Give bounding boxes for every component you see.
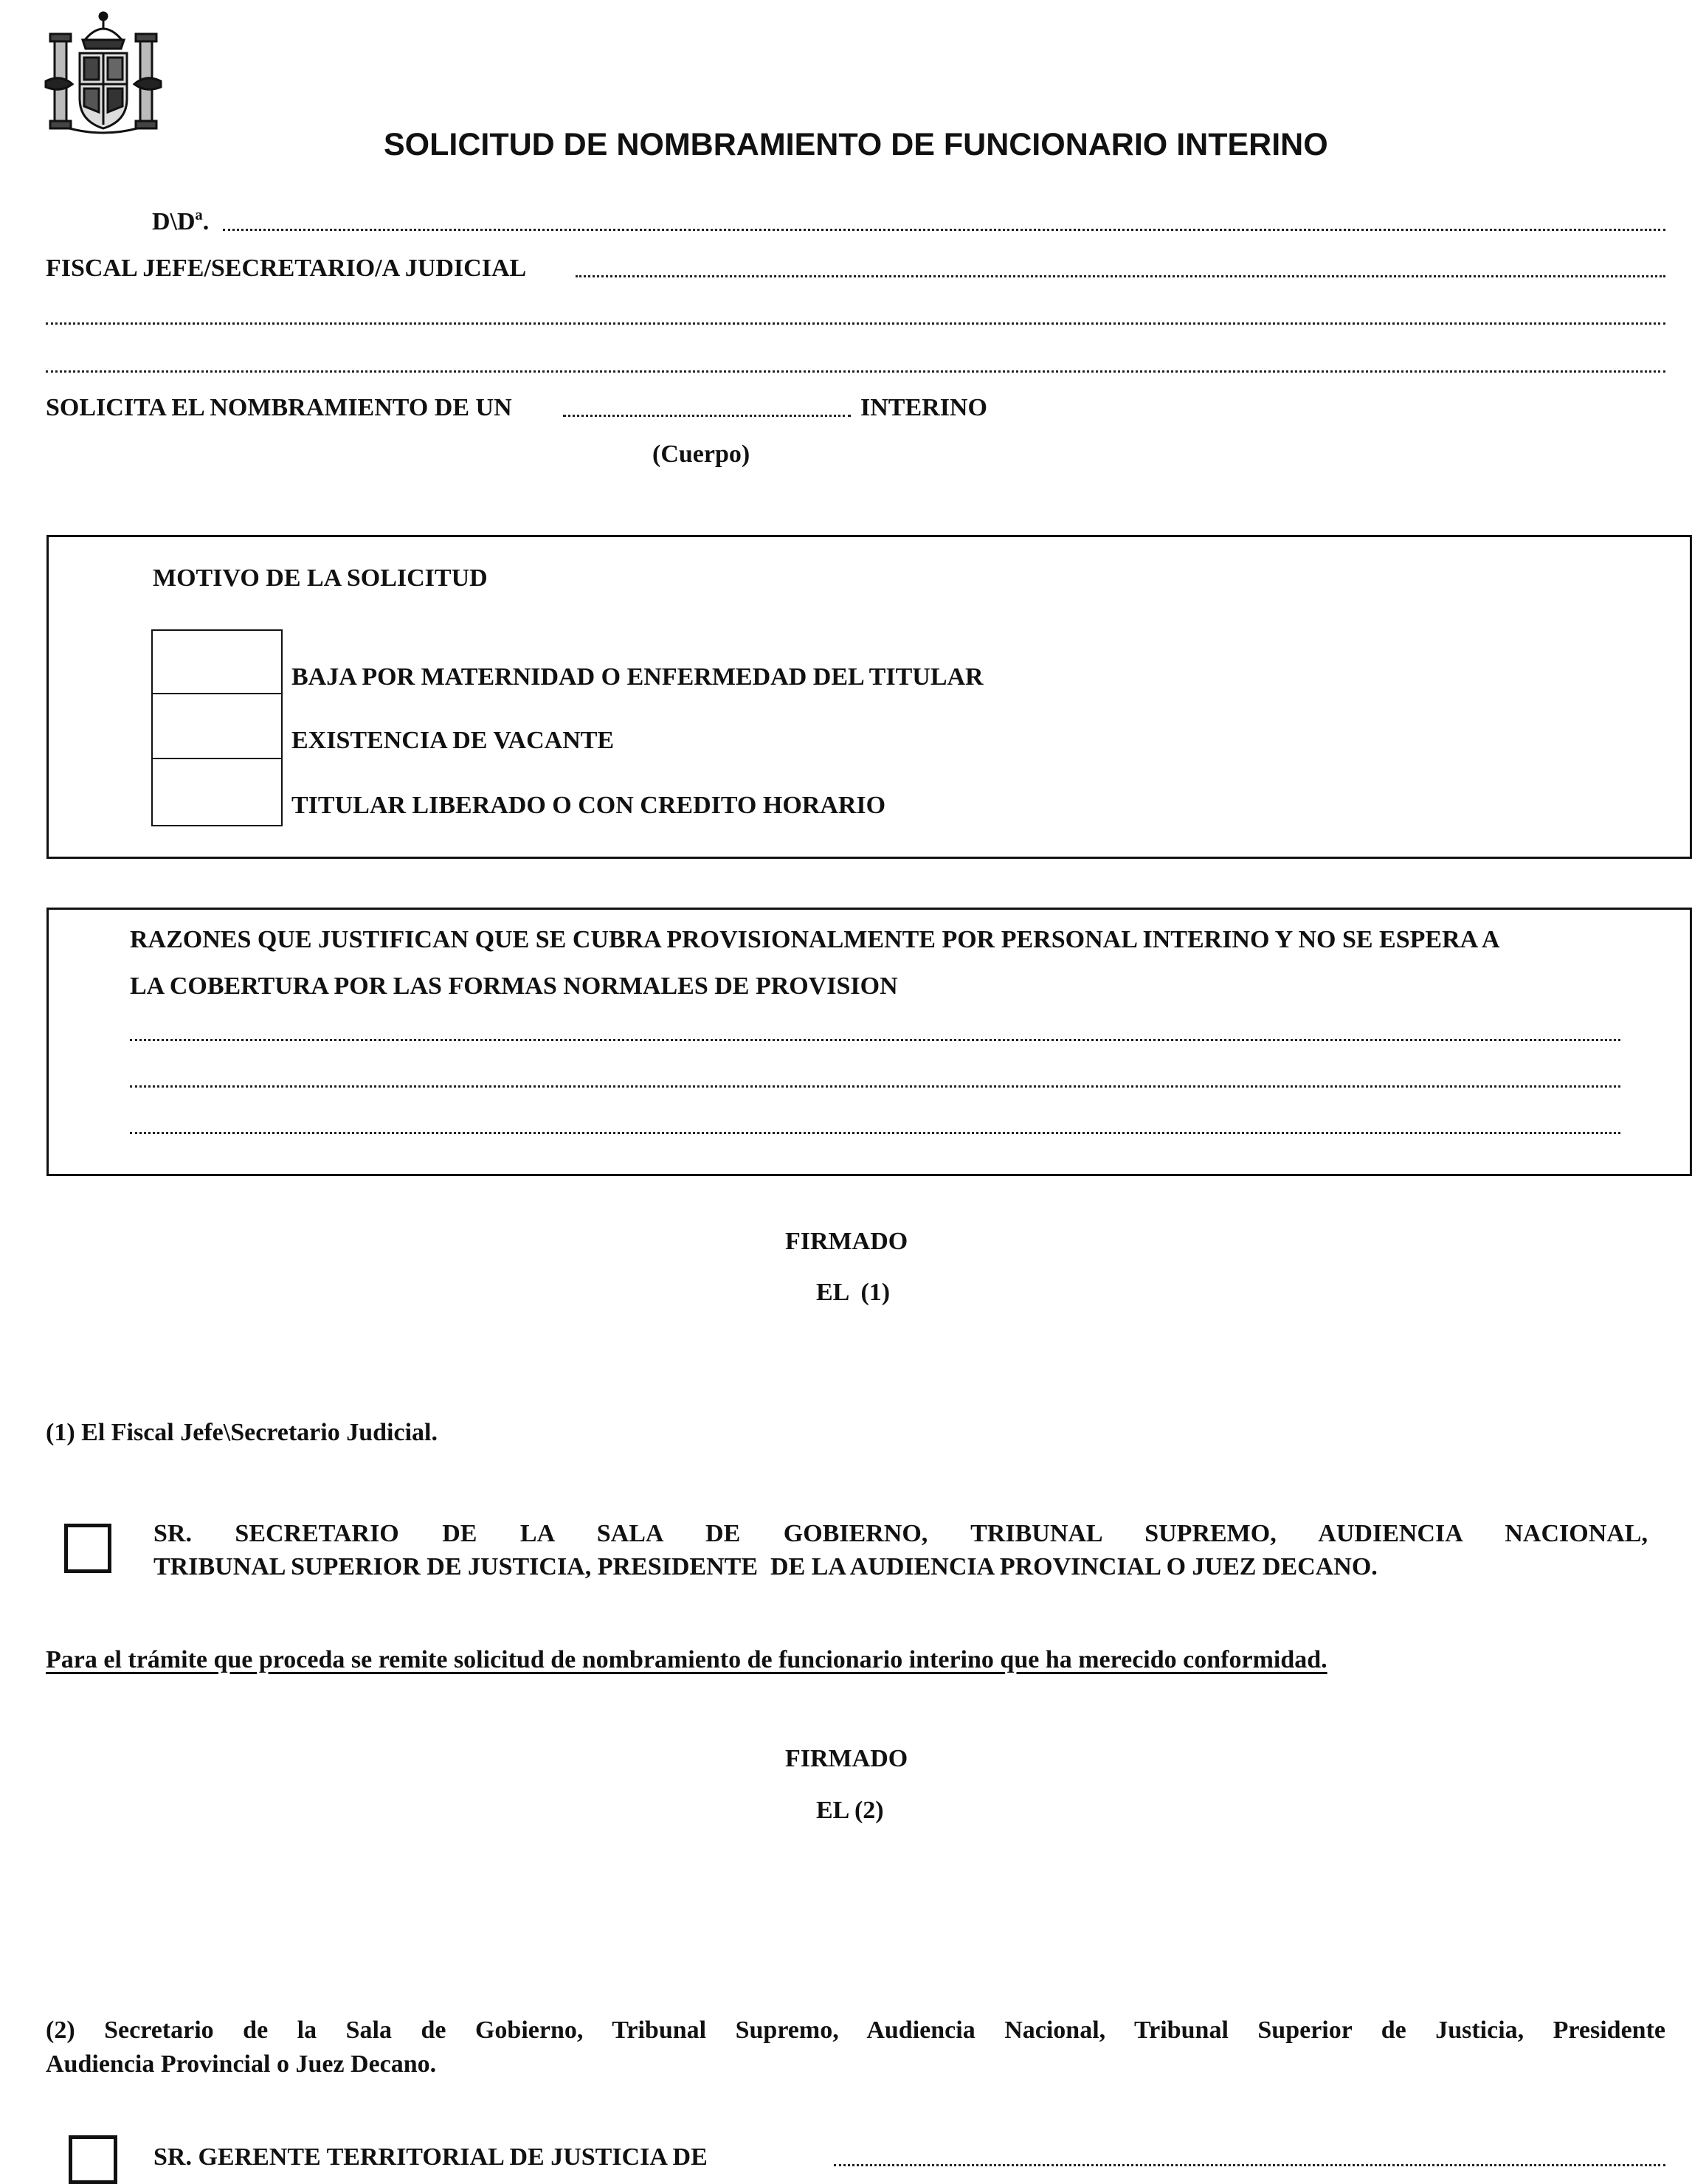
- tramite-text: Para el trámite que proceda se remite solicitud de nombramiento de funcionario interino que ha merecido conformidad.: [46, 1646, 1327, 1673]
- destino-1-checkbox[interactable]: [64, 1524, 111, 1573]
- razones-line-2: LA COBERTURA POR LAS FORMAS NORMALES DE PROVISION: [130, 972, 898, 1000]
- razones-line-1: RAZONES QUE JUSTIFICAN QUE SE CUBRA PROVISIONALMENTE POR PERSONAL INTERINO Y NO SE ESPERA A: [130, 926, 1500, 953]
- page-title: SOLICITUD DE NOMBRAMIENTO DE FUNCIONARIO INTERINO: [384, 127, 1328, 162]
- coat-of-arms-icon: [44, 10, 162, 137]
- destino-2-label: SR. GERENTE TERRITORIAL DE JUSTICIA DE: [153, 2143, 708, 2171]
- motivo-option-baja: BAJA POR MATERNIDAD O ENFERMEDAD DEL TITULAR: [291, 663, 984, 691]
- footnote-2-line-2: Audiencia Provincial o Juez Decano.: [46, 2050, 437, 2078]
- destino-1-line-1: SR. SECRETARIO DE LA SALA DE GOBIERNO, TRIBUNAL SUPREMO, AUDIENCIA NACIONAL,: [153, 1520, 1648, 1547]
- footnote-1: (1) El Fiscal Jefe\Secretario Judicial.: [46, 1419, 438, 1446]
- cuerpo-field[interactable]: [563, 415, 851, 417]
- razones-field-line-1[interactable]: [130, 1039, 1620, 1041]
- firmado-1-el: EL (1): [816, 1279, 891, 1306]
- fiscal-field[interactable]: [576, 275, 1665, 277]
- motivo-heading: MOTIVO DE LA SOLICITUD: [153, 564, 488, 592]
- destino-1-line-2: TRIBUNAL SUPERIOR DE JUSTICIA, PRESIDENTE DE LA AUDIENCIA PROVINCIAL O JUEZ DECANO.: [153, 1553, 1378, 1580]
- footnote-2-line-1: (2) Secretario de la Sala de Gobierno, Tribunal Supremo, Audiencia Nacional, Tribunal Superior de Justicia, Presidente: [46, 2017, 1665, 2044]
- razones-field-line-3[interactable]: [130, 1132, 1620, 1134]
- motivo-checkbox-baja[interactable]: [151, 629, 283, 696]
- firmado-1-label: FIRMADO: [785, 1228, 908, 1255]
- motivo-option-liberado: TITULAR LIBERADO O CON CREDITO HORARIO: [291, 792, 886, 819]
- motivo-option-vacante: EXISTENCIA DE VACANTE: [291, 727, 615, 754]
- motivo-checkbox-liberado[interactable]: [151, 758, 283, 826]
- fiscal-field-line-3[interactable]: [46, 370, 1665, 373]
- motivo-checkbox-vacante[interactable]: [151, 693, 283, 761]
- firmado-2-el: EL (2): [816, 1797, 884, 1824]
- fiscal-label: FISCAL JEFE/SECRETARIO/A JUDICIAL: [46, 255, 527, 282]
- interino-label: INTERINO: [860, 394, 987, 421]
- dd-label: D\Dª.: [152, 208, 210, 235]
- destino-2-field[interactable]: [834, 2164, 1665, 2166]
- dd-field[interactable]: [223, 229, 1665, 231]
- solicita-label: SOLICITA EL NOMBRAMIENTO DE UN: [46, 394, 512, 421]
- destino-2-checkbox[interactable]: [69, 2135, 117, 2184]
- cuerpo-note: (Cuerpo): [652, 440, 750, 468]
- fiscal-field-line-2[interactable]: [46, 322, 1665, 325]
- firmado-2-label: FIRMADO: [785, 1745, 908, 1772]
- razones-field-line-2[interactable]: [130, 1085, 1620, 1088]
